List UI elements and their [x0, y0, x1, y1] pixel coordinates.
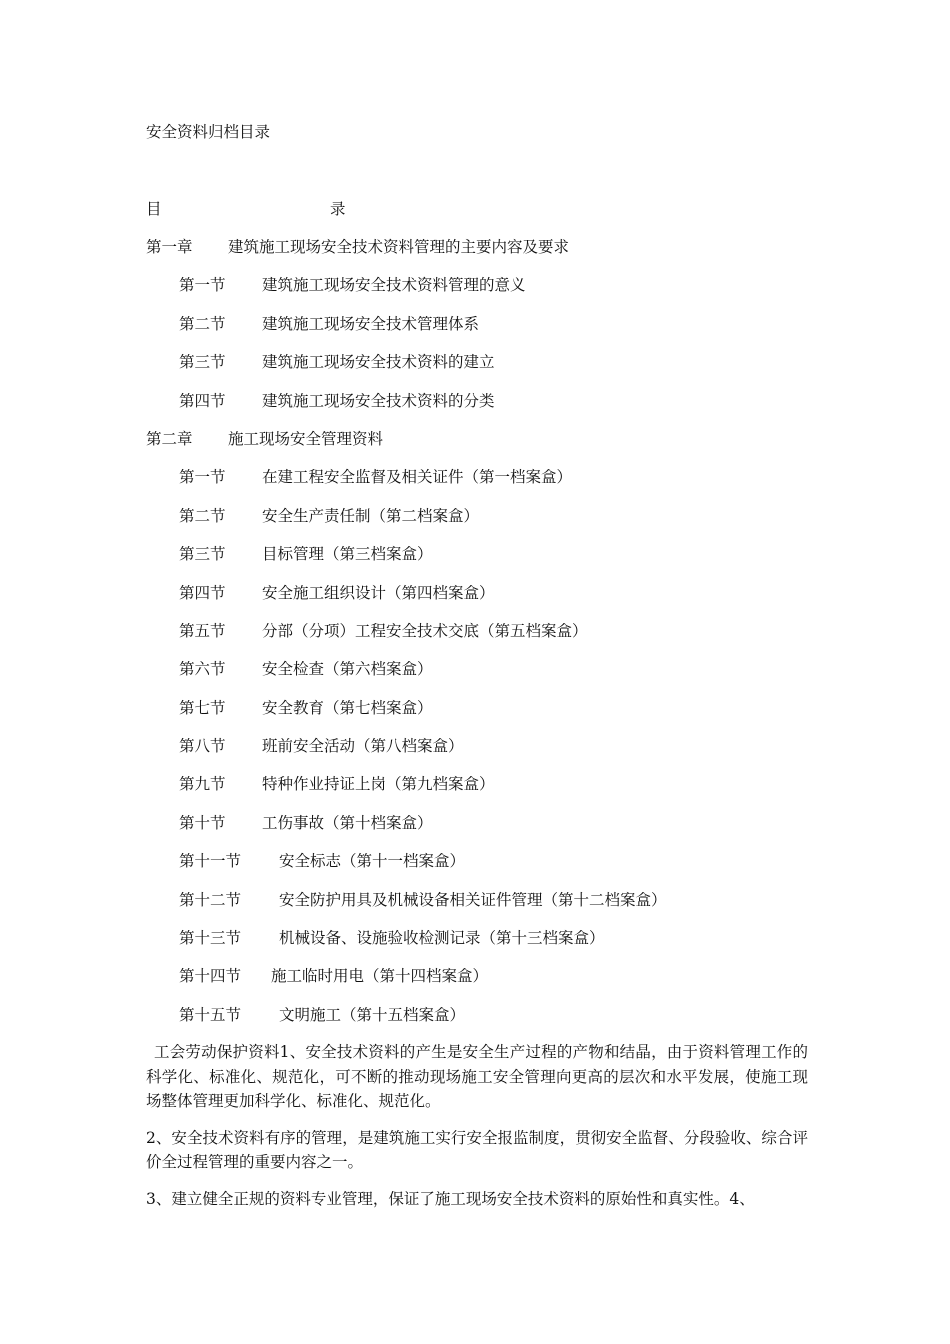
- toc-section: [146, 849, 826, 887]
- toc-text: 安全生产责任制（第二档案盒）: [262, 506, 480, 525]
- toc-heading: [146, 197, 406, 219]
- toc-text: 特种作业持证上岗（第九档案盒）: [262, 775, 495, 794]
- toc-number: 第二章: [146, 429, 193, 448]
- body-text: [146, 1040, 808, 1223]
- toc-text: 文明施工（第十五档案盒）: [279, 1005, 466, 1024]
- toc-number: 第四节: [179, 391, 226, 410]
- toc-number: 第八节: [179, 737, 226, 756]
- toc-text: 建筑施工现场安全技术资料的建立: [262, 353, 495, 372]
- toc-text: 安全标志（第十一档案盒）: [279, 852, 466, 871]
- toc-number: 第十二节: [179, 890, 242, 909]
- toc-section: [146, 657, 826, 695]
- toc-number: 第十节: [179, 813, 226, 832]
- toc-text: 安全防护用具及机械设备相关证件管理（第十二档案盒）: [279, 890, 667, 909]
- toc-number: 第一节: [179, 276, 226, 295]
- toc-number: 第一节: [179, 468, 226, 487]
- toc-section: [146, 312, 826, 350]
- toc-number: 第一章: [146, 238, 193, 256]
- toc-text: 安全施工组织设计（第四档案盒）: [262, 583, 495, 602]
- toc-text: 目标管理（第三档案盒）: [262, 545, 433, 564]
- toc-text: 班前安全活动（第八档案盒）: [262, 737, 464, 756]
- toc-section: [146, 504, 826, 542]
- document-title: 安全资料归档目录: [146, 123, 271, 141]
- body-paragraph: 工会劳动保护资料1、安全技术资料的产生是安全生产过程的产物和结晶，由于资料管理工作的科学化、标准化、规范化，可不断的推动现场施工安全管理向更高的层次和水平发展，使施工现场整体管理更加科学化、标准化、规范化。: [146, 1043, 808, 1110]
- toc-chapter: [146, 235, 826, 273]
- toc-text: 建筑施工现场安全技术资料管理的意义: [262, 276, 526, 295]
- toc-section: [146, 542, 826, 580]
- toc-text: 施工临时用电（第十四档案盒）: [271, 967, 489, 986]
- table-of-contents: [146, 235, 826, 1041]
- toc-text: 施工现场安全管理资料: [228, 429, 384, 448]
- toc-section: [146, 888, 826, 926]
- toc-heading-right: 录: [330, 200, 346, 218]
- toc-section: [146, 350, 826, 388]
- toc-number: 第七节: [179, 698, 226, 717]
- toc-section: [146, 1003, 826, 1041]
- toc-number: 第四节: [179, 583, 226, 602]
- toc-heading-left: 目: [146, 200, 162, 218]
- toc-number: 第二节: [179, 314, 226, 333]
- toc-section: [146, 465, 826, 503]
- toc-section: [146, 273, 826, 311]
- toc-text: 安全教育（第七档案盒）: [262, 698, 433, 717]
- toc-number: 第三节: [179, 545, 226, 564]
- toc-section: [146, 926, 826, 964]
- toc-section: [146, 734, 826, 772]
- toc-number: 第六节: [179, 660, 226, 679]
- body-paragraph: 3、建立健全正规的资料专业管理，保证了施工现场安全技术资料的原始性和真实性。4、: [146, 1189, 755, 1208]
- toc-text: 机械设备、设施验收检测记录（第十三档案盒）: [279, 929, 605, 948]
- toc-section: [146, 964, 826, 1002]
- toc-number: 第二节: [179, 506, 226, 525]
- toc-number: 第十一节: [179, 852, 242, 871]
- toc-section: [146, 581, 826, 619]
- toc-number: 第十四节: [179, 967, 242, 986]
- toc-text: 工伤事故（第十档案盒）: [262, 813, 433, 832]
- toc-section: [146, 619, 826, 657]
- toc-text: 分部（分项）工程安全技术交底（第五档案盒）: [262, 621, 588, 640]
- toc-text: 在建工程安全监督及相关证件（第一档案盒）: [262, 468, 573, 487]
- toc-section: [146, 772, 826, 810]
- toc-text: 建筑施工现场安全技术管理体系: [262, 314, 480, 333]
- toc-chapter: [146, 427, 826, 465]
- toc-text: 安全检查（第六档案盒）: [262, 660, 433, 679]
- toc-section: [146, 811, 826, 849]
- toc-text: 建筑施工现场安全技术资料管理的主要内容及要求: [228, 238, 570, 256]
- toc-number: 第三节: [179, 353, 226, 372]
- toc-text: 建筑施工现场安全技术资料的分类: [262, 391, 495, 410]
- toc-number: 第五节: [179, 621, 226, 640]
- toc-section: [146, 389, 826, 427]
- toc-section: [146, 696, 826, 734]
- toc-number: 第九节: [179, 775, 226, 794]
- toc-number: 第十三节: [179, 929, 242, 948]
- body-paragraph: 2、安全技术资料有序的管理，是建筑施工实行安全报监制度，贯彻安全监督、分段验收、综合评价全过程管理的重要内容之一。: [146, 1128, 808, 1171]
- toc-number: 第十五节: [179, 1005, 242, 1024]
